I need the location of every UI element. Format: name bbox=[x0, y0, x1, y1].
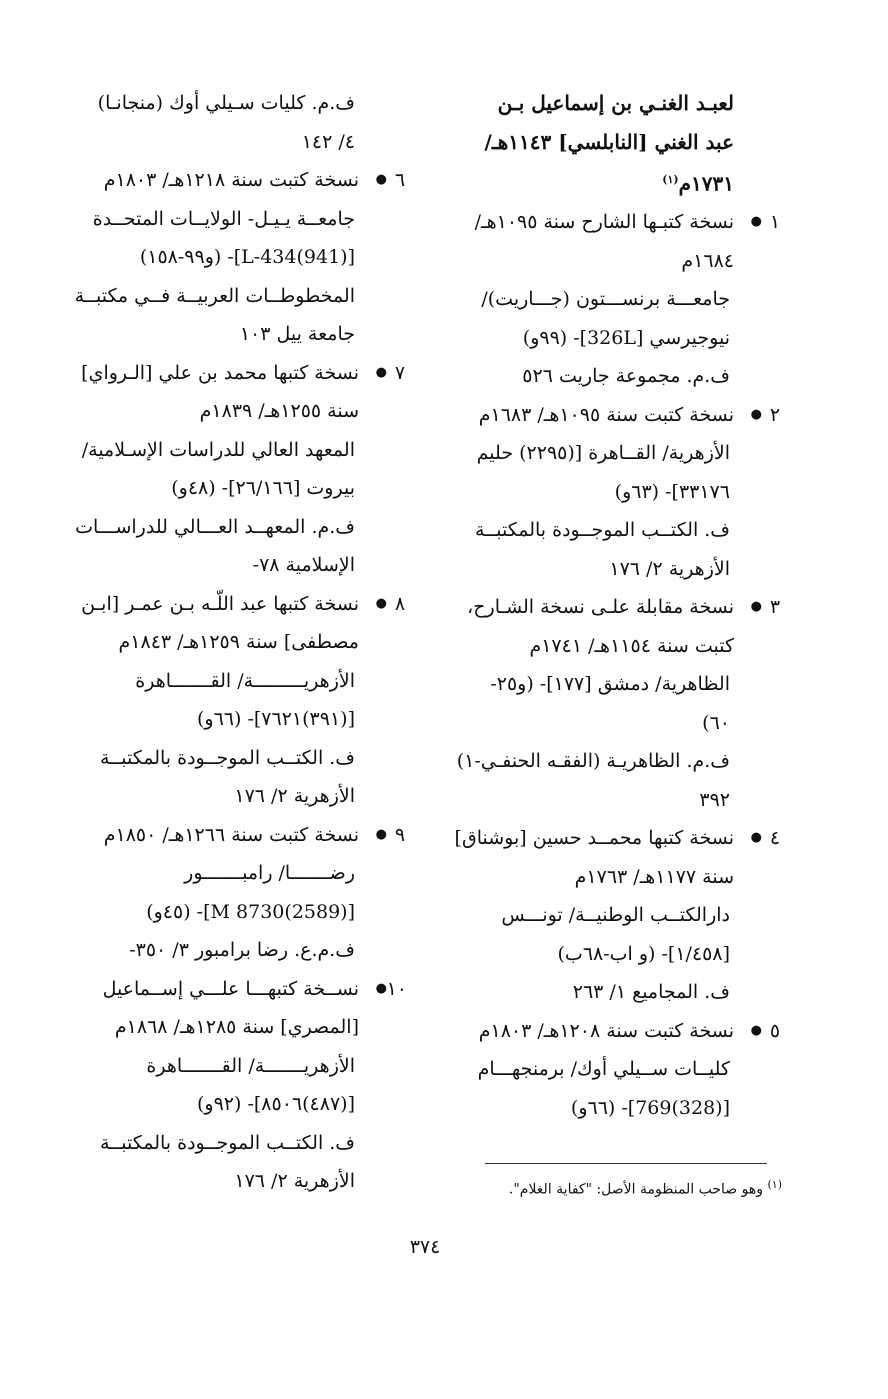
entry-location-line: ف. الكتــب الموجــودة بالمكتبــة bbox=[99, 746, 355, 769]
bullet-icon: ● bbox=[375, 826, 387, 842]
entry-location-line: ف. المجاميع ١/ ٢٦٣ bbox=[572, 981, 730, 1004]
manuscript-entry bbox=[452, 396, 782, 589]
bullet-icon: ● bbox=[375, 364, 387, 380]
page-number: ٣٧٤ bbox=[409, 1236, 441, 1258]
continuation-line-2: ٤/ ١٤٢ bbox=[301, 130, 355, 153]
entry-location-line: ف.م.ع. رضا برامبور ٣/ ٣٥٠- bbox=[129, 939, 355, 961]
entry-location-line: [١/٤٥٨]- (و اب-٦٨ب) bbox=[557, 942, 730, 965]
entry-description-line: نســخة كتبهـــا علـــي إســماعيل bbox=[102, 977, 359, 1000]
bullet-icon: ● bbox=[750, 214, 762, 230]
entry-number: ٥ bbox=[769, 1019, 781, 1042]
entry-number: ١ bbox=[769, 211, 781, 234]
entry-heading bbox=[452, 84, 782, 203]
manuscript-entry bbox=[62, 161, 407, 354]
bullet-icon: ● bbox=[750, 830, 762, 846]
manuscript-entry bbox=[62, 354, 407, 585]
entry-location-line: دارالكتــب الوطنيــة/ تونـــس bbox=[501, 904, 730, 927]
entry-location-line: ٣٩٢ bbox=[699, 788, 730, 811]
entry-description-line: نسخة كتبـها الشارح سنة ١٠٩٥هـ/ bbox=[474, 211, 734, 234]
manuscript-entry bbox=[62, 816, 407, 970]
entry-location-line: ٣٣١٧٦]- (٦٣و) bbox=[614, 480, 730, 503]
entry-description-line: نسخة كتبت سنة ١٢١٨هـ/ ١٨٠٣م bbox=[103, 169, 359, 191]
continuation-block bbox=[62, 84, 407, 161]
entry-description-line: نسخة مقابلة علـى نسخة الشـارح، bbox=[467, 596, 734, 619]
heading-line-2: عبد الغني [النابلسي] ١١٤٣هـ/ bbox=[484, 129, 734, 154]
entry-location-line: بيروت [٢٦/١٦٦]- (٤٨و) bbox=[171, 477, 355, 499]
entry-location-line: [(328)769]- (٦٦و) bbox=[570, 1096, 730, 1119]
manuscript-entry bbox=[452, 819, 782, 1012]
entry-location-line: المخطوطــات العربيــة فــي مكتبــة bbox=[74, 284, 355, 307]
heading-year: ١٧٣١م bbox=[678, 171, 734, 196]
entry-description-line: نسخة كتبت سنة ١٢٦٦هـ/ ١٨٥٠م bbox=[103, 823, 359, 846]
manuscript-entry bbox=[452, 588, 782, 819]
footnote bbox=[440, 1174, 782, 1201]
left-entries-list bbox=[62, 161, 407, 1201]
entry-description-line: نسخة كتبت سنة ١٢٠٨هـ/ ١٨٠٣م bbox=[478, 1019, 734, 1042]
entry-location-line: المعهد العالي للدراسات الإسـلامية/ bbox=[81, 438, 355, 461]
entry-description-line: سنة ١٢٥٥هـ/ ١٨٣٩م bbox=[199, 400, 359, 422]
entry-description-line: نسخة كتبها محمــد حسين [بوشناق] bbox=[454, 827, 734, 850]
entry-location-line: [(2589)8730 M]- (٤٥و) bbox=[146, 900, 355, 923]
entry-description-line: سنة ١١٧٧هـ/ ١٧٦٣م bbox=[574, 865, 734, 888]
entry-location-line: رضـــــــا/ رامبـــــــور bbox=[184, 862, 355, 884]
entry-location-line: الإسلامية ٧٨- bbox=[252, 554, 355, 576]
entry-location-line: [(٣٩١)٧٦٢١]- (٦٦و) bbox=[196, 708, 355, 730]
manuscript-entry bbox=[452, 1012, 782, 1128]
bullet-icon: ● bbox=[750, 1022, 762, 1038]
left-column bbox=[62, 84, 407, 1201]
entry-location-line: ف. الكتــب الموجــودة بالمكتبــة bbox=[99, 1131, 355, 1154]
bullet-icon: ● bbox=[750, 599, 762, 615]
entry-number: ٨ bbox=[394, 592, 406, 615]
entry-number: ٢ bbox=[769, 403, 781, 426]
entry-number: ٩ bbox=[394, 823, 406, 846]
bullet-icon: ● bbox=[375, 172, 387, 187]
entry-location-line: ف.م. الظاهريـة (الفقـه الحنفـي-١) bbox=[456, 750, 730, 773]
manuscript-entry bbox=[452, 203, 782, 396]
manuscript-entry bbox=[62, 970, 407, 1201]
entry-description-line: نسخة كتبها محمد بن علي [الـرواي] bbox=[81, 361, 359, 384]
bullet-icon: ● bbox=[375, 980, 387, 996]
heading-line-1: لعبـد الغنـي بن إسماعيل بـن bbox=[497, 91, 734, 115]
entry-number: ١٠ bbox=[386, 977, 407, 1000]
footnote-marker: (١) bbox=[767, 1178, 782, 1191]
footnote-text: وهو صاحب المنظومة الأصل: "كفاية الغلام". bbox=[508, 1181, 764, 1198]
entry-location-line: ٦٠) bbox=[702, 711, 730, 734]
bullet-icon: ● bbox=[750, 406, 762, 422]
entry-number: ٦ bbox=[394, 169, 406, 191]
entry-location-line: الأزهريـــــــة/ القـــــــاهرة bbox=[146, 1054, 355, 1077]
entry-location-line: الظاهرية/ دمشق [١٧٧]- (و٢٥- bbox=[490, 673, 730, 696]
entry-location-line: الأزهرية/ القــاهرة [(٢٢٩٥) حليم bbox=[476, 442, 730, 465]
entry-location-line: كليــات ســيلي أوك/ برمنجهـــام bbox=[477, 1058, 730, 1081]
footnote-reference: (١) bbox=[662, 173, 679, 186]
bullet-icon: ● bbox=[375, 595, 387, 611]
right-entries-list bbox=[452, 203, 782, 1127]
entry-location-line: الأزهريـــــــــة/ القـــــــاهرة bbox=[135, 669, 355, 692]
entry-location-line: جامعــة يـيـل- الولايــات المتحــدة bbox=[92, 207, 355, 230]
entry-location-line: ف.م. المعهــد العـــالي للدراســـات bbox=[75, 515, 355, 538]
entry-number: ٧ bbox=[394, 361, 406, 384]
continuation-line-1: ف.م. كليات سـيلي أوك (منجانـا) bbox=[97, 92, 355, 114]
entry-number: ٤ bbox=[769, 827, 781, 850]
right-column bbox=[452, 84, 782, 1127]
entry-description-line: كتبت سنة ١١٥٤هـ/ ١٧٤١م bbox=[529, 634, 734, 657]
entry-location-line: الأزهرية ٢/ ١٧٦ bbox=[234, 1170, 355, 1192]
entry-location-line: ف. الكتــب الموجــودة بالمكتبــة bbox=[474, 519, 730, 542]
footnote-divider bbox=[485, 1163, 767, 1164]
entry-description-line: ١٦٨٤م bbox=[681, 249, 734, 272]
entry-location-line: الأزهرية ٢/ ١٧٦ bbox=[234, 785, 355, 807]
entry-description-line: نسخة كتبت سنة ١٠٩٥هـ/ ١٦٨٣م bbox=[478, 403, 734, 426]
entry-location-line: [(941)L-434]- (و٩٩-١٥٨) bbox=[139, 246, 355, 268]
entry-location-line: جامعـــة برنســـتون (جـــاريت)/ bbox=[481, 288, 730, 311]
entry-location-line: [(٤٨٧)٨٥٠٦]- (٩٢و) bbox=[196, 1093, 355, 1115]
entry-description-line: نسخة كتبها عبد اللّـه بـن عمـر [ابـن bbox=[81, 592, 359, 615]
entry-number: ٣ bbox=[769, 596, 781, 619]
entry-location-line: نيوجيرسي [326L]- (٩٩و) bbox=[522, 326, 730, 349]
entry-location-line: جامعة ييل ١٠٣ bbox=[239, 323, 355, 345]
entry-location-line: الأزهرية ٢/ ١٧٦ bbox=[609, 557, 730, 580]
entry-location-line: ف.م. مجموعة جاريت ٥٢٦ bbox=[522, 365, 730, 388]
entry-description-line: مصطفى] سنة ١٢٥٩هـ/ ١٨٤٣م bbox=[118, 631, 359, 653]
heading-line-3 bbox=[452, 161, 734, 203]
manuscript-entry bbox=[62, 585, 407, 816]
entry-description-line: [المصري] سنة ١٢٨٥هـ/ ١٨٦٨م bbox=[114, 1016, 359, 1038]
